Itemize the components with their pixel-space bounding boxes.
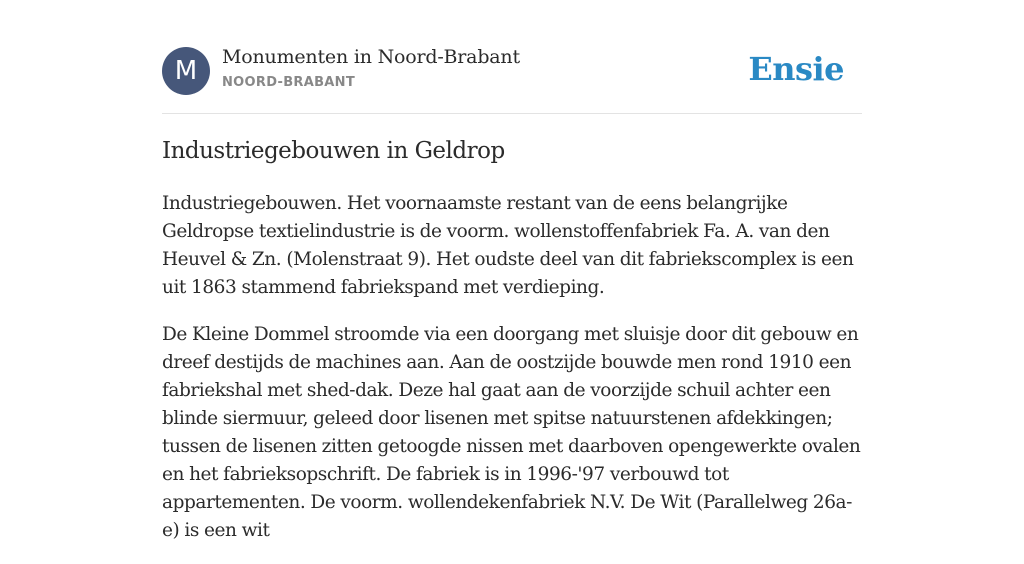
site-header	[162, 46, 862, 96]
header-divider	[162, 113, 862, 114]
article-paragraph: De Kleine Dommel stroomde via een doorgang met sluisje door dit gebouw en dreef destijds de machines aan. Aan de oostzijde bouwde men rond 1910 een fabriekshal met shed-dak. Deze hal gaat aan de voorzijde schuil achter een blinde siermuur, geleed door lisenen met spitse natuurstenen afdekkingen; tussen de lisenen zitten getoogde nissen met daarboven opengewerkte ovalen en het fabrieksopschrift. De fabriek is in 1996-'97 verbouwd tot appartementen. De voorm. wollendekenfabriek N.V. De Wit (Parallelweg 26a-e) is een wit	[162, 324, 861, 541]
avatar[interactable]: M	[162, 47, 210, 95]
article-body	[162, 190, 864, 564]
site-subtitle[interactable]: NOORD-BRABANT	[222, 75, 356, 90]
site-title[interactable]: Monumenten in Noord-Brabant	[222, 46, 520, 68]
article-paragraph: Industriegebouwen. Het voornaamste restant van de eens belangrijke Geldropse textielindustrie is de voorm. wollenstoffenfabriek Fa. A. van den Heuvel & Zn. (Molenstraat 9). Het oudste deel van dit fabriekscomplex is een uit 1863 stammend fabriekspand met verdieping.	[162, 193, 854, 298]
ensie-logo[interactable]: Ensie	[748, 50, 844, 88]
article-title: Industriegebouwen in Geldrop	[162, 138, 505, 164]
